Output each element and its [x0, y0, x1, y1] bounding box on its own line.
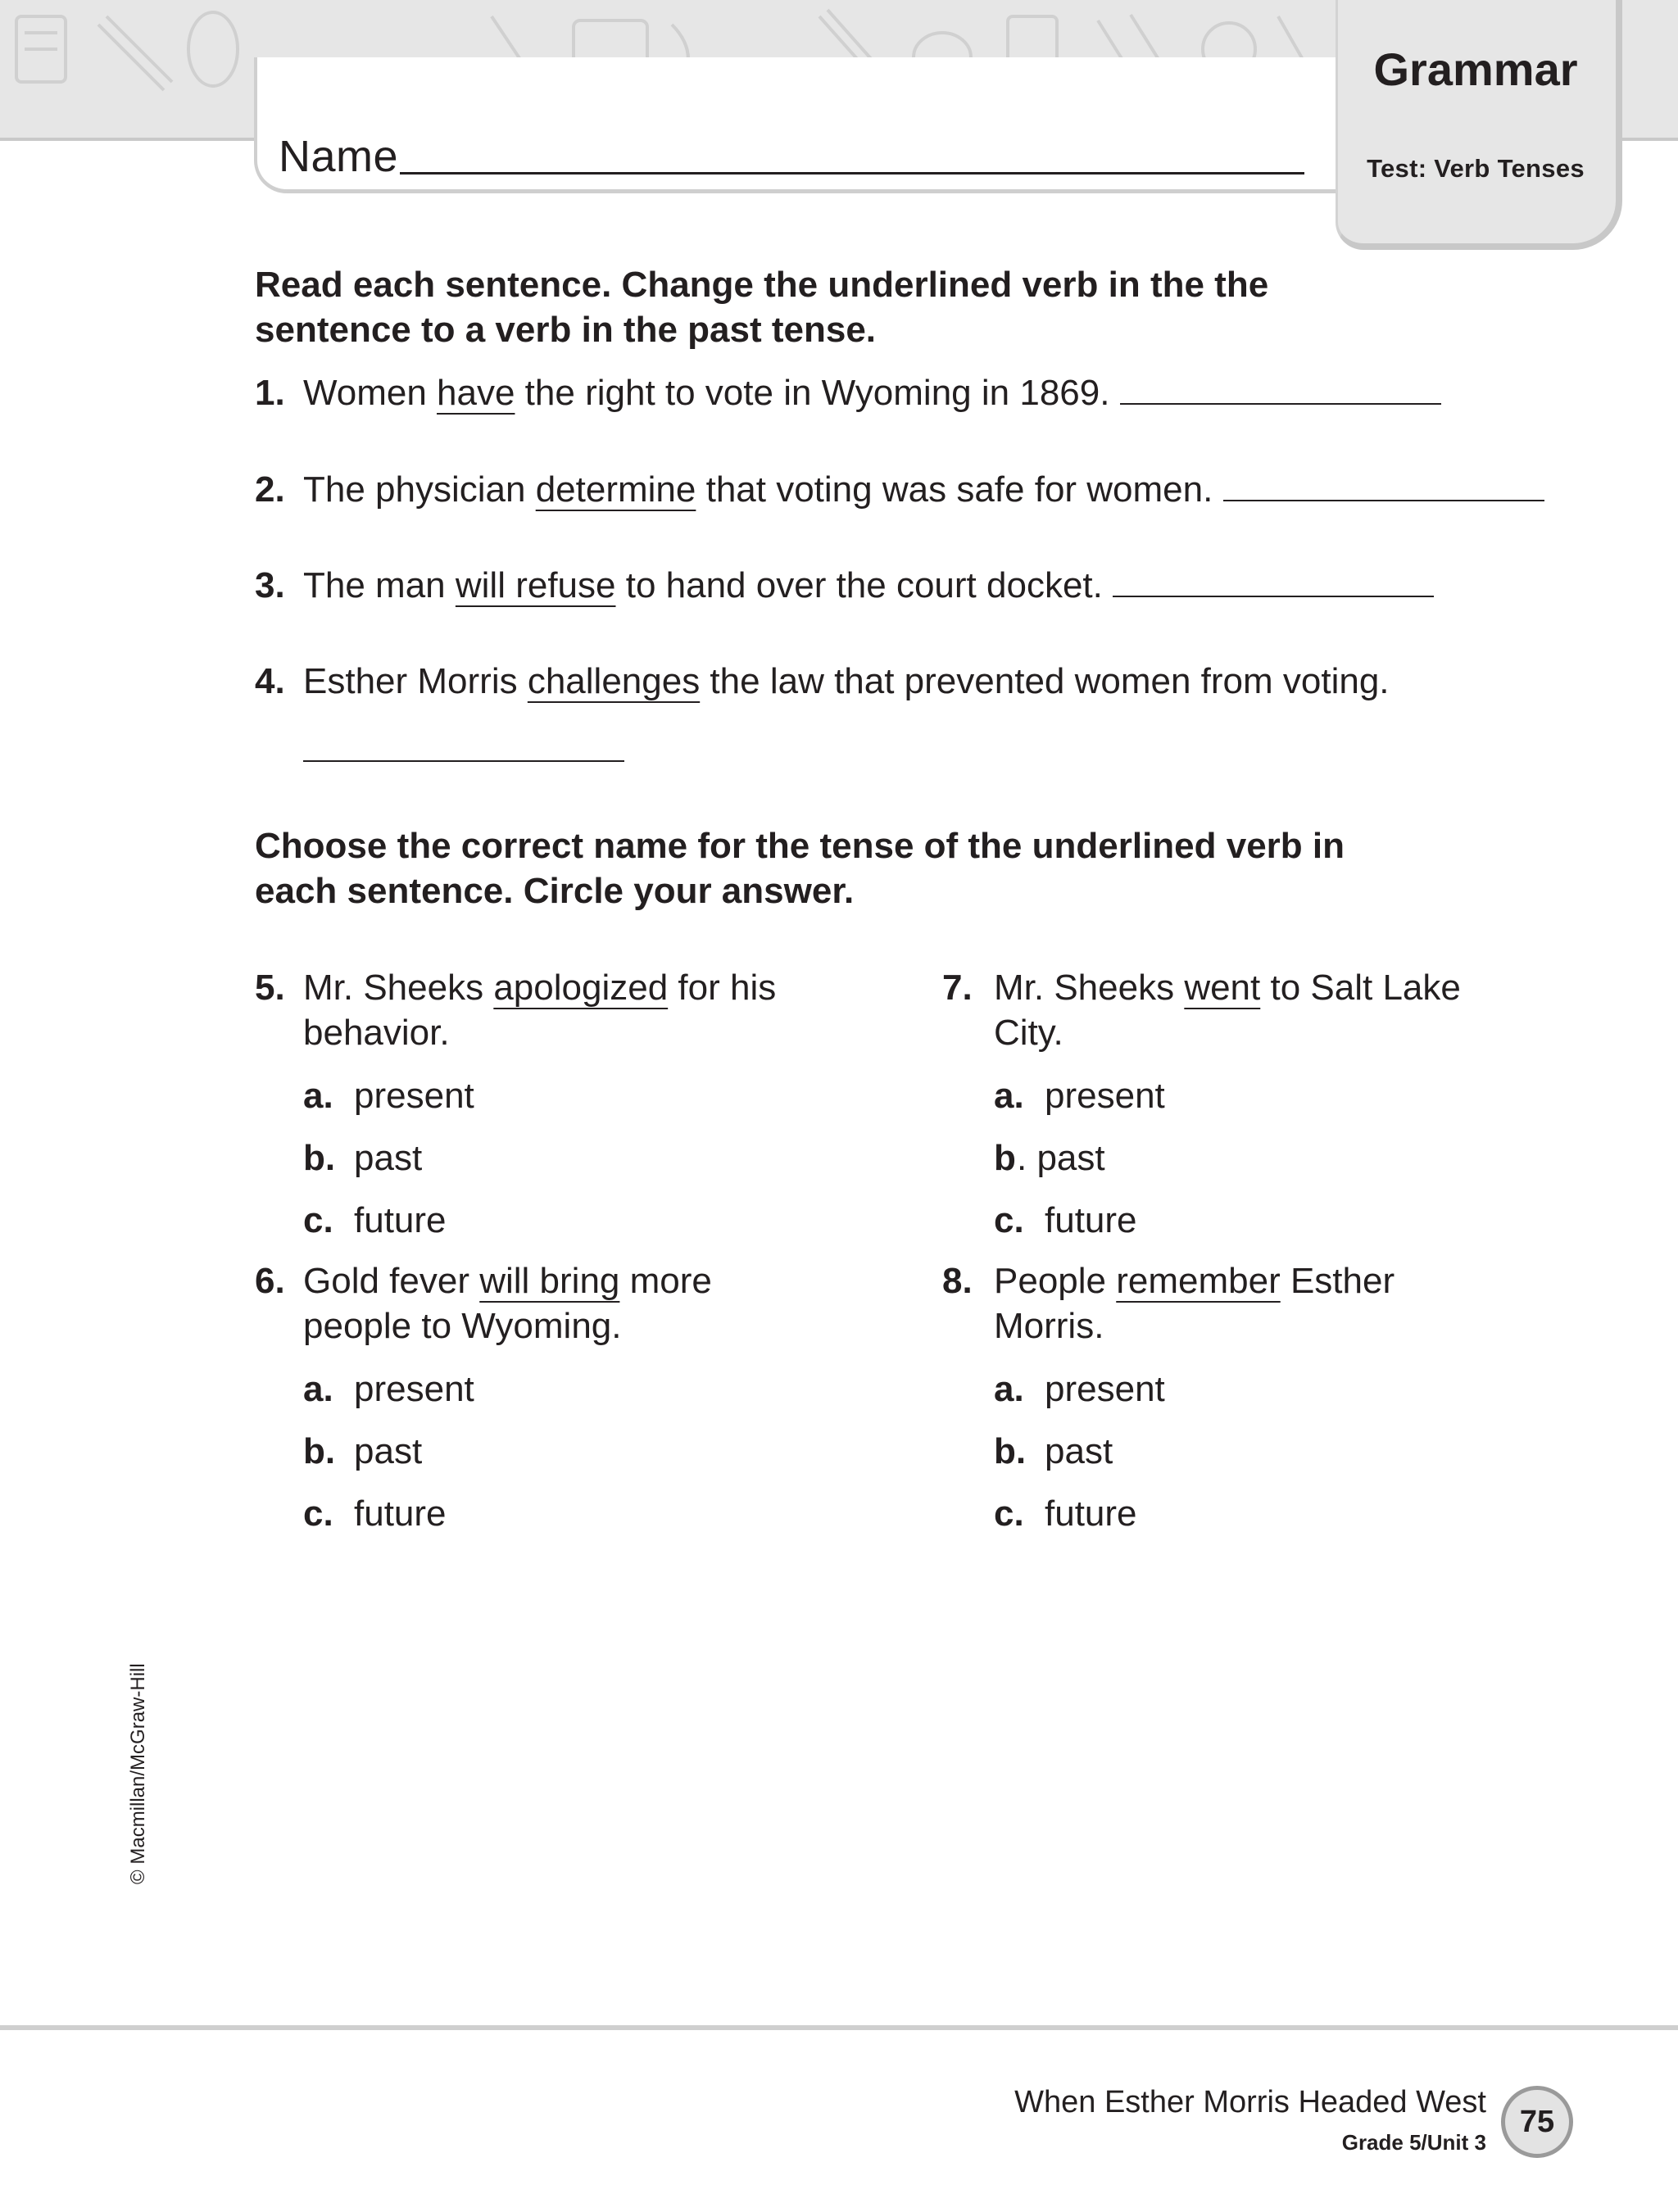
underlined-verb: have [437, 373, 515, 413]
underlined-verb: determine [535, 469, 696, 510]
answer-blank[interactable] [1223, 500, 1544, 501]
option-6a[interactable]: a. present [303, 1369, 474, 1409]
instruction-line: each sentence. Circle your answer. [255, 871, 855, 911]
name-label: Name [279, 132, 399, 181]
answer-blank[interactable] [303, 760, 624, 762]
underlined-verb: challenges [527, 661, 701, 701]
option-7b[interactable]: b. past [994, 1138, 1105, 1178]
question-number: 5. [255, 968, 285, 1008]
option-7a[interactable]: a. present [994, 1076, 1165, 1116]
option-7c[interactable]: c. future [994, 1200, 1137, 1240]
question-text: Gold fever will bring more people to Wyoming. [303, 1261, 712, 1346]
underlined-verb: remember [1116, 1261, 1281, 1301]
option-8c[interactable]: c. future [994, 1494, 1137, 1534]
instruction-line: Choose the correct name for the tense of the underlined verb in [255, 826, 1345, 866]
option-6b[interactable]: b. past [303, 1431, 423, 1471]
instruction-line: Read each sentence. Change the underlined verb in the the [255, 265, 1269, 305]
option-6c[interactable]: c. future [303, 1494, 447, 1534]
question-number: 1. [255, 373, 285, 413]
option-8a[interactable]: a. present [994, 1369, 1165, 1409]
question-text: Mr. Sheeks went to Salt Lake City. [994, 968, 1461, 1053]
answer-blank[interactable] [1120, 403, 1441, 405]
question-text: Mr. Sheeks apologized for his behavior. [303, 968, 777, 1053]
question-number: 4. [255, 661, 285, 701]
instruction-line: sentence to a verb in the past tense. [255, 310, 877, 350]
question-text: The physician determine that voting was safe for women. [303, 467, 1544, 512]
option-5c[interactable]: c. future [303, 1200, 447, 1240]
underlined-verb: apologized [493, 968, 669, 1008]
question-text: Women have the right to vote in Wyoming in 1869. [303, 370, 1441, 415]
underlined-verb: will refuse [455, 565, 616, 605]
test-subtitle: Test: Verb Tenses [1367, 154, 1585, 183]
footer-divider [0, 2025, 1678, 2030]
question-text: Esther Morris challenges the law that prevented women from voting. [303, 661, 1390, 701]
part1-instructions [255, 262, 1484, 352]
option-5a[interactable]: a. present [303, 1076, 474, 1116]
underlined-verb: went [1184, 968, 1261, 1008]
answer-blank[interactable] [1113, 596, 1434, 597]
question-number: 2. [255, 469, 285, 510]
section-tab [1336, 0, 1622, 250]
name-field[interactable] [400, 172, 1304, 175]
option-8b[interactable]: b. past [994, 1431, 1113, 1471]
question-number: 7. [942, 968, 973, 1008]
question-text: People remember Esther Morris. [994, 1261, 1395, 1346]
underlined-verb: will bring [479, 1261, 620, 1301]
part2-instructions [255, 823, 1484, 913]
grade-unit: Grade 5/Unit 3 [1341, 2130, 1486, 2155]
section-title: Grammar [1373, 43, 1578, 95]
question-number: 8. [942, 1261, 973, 1301]
question-text: The man will refuse to hand over the court docket. [303, 563, 1434, 608]
question-number: 3. [255, 565, 285, 605]
copyright-notice: © Macmillan/McGraw-Hill [127, 1663, 149, 1884]
question-number: 6. [255, 1261, 285, 1301]
option-5b[interactable]: b. past [303, 1138, 423, 1178]
story-title: When Esther Morris Headed West [1014, 2085, 1486, 2119]
page-number-badge: 75 [1501, 2086, 1573, 2158]
